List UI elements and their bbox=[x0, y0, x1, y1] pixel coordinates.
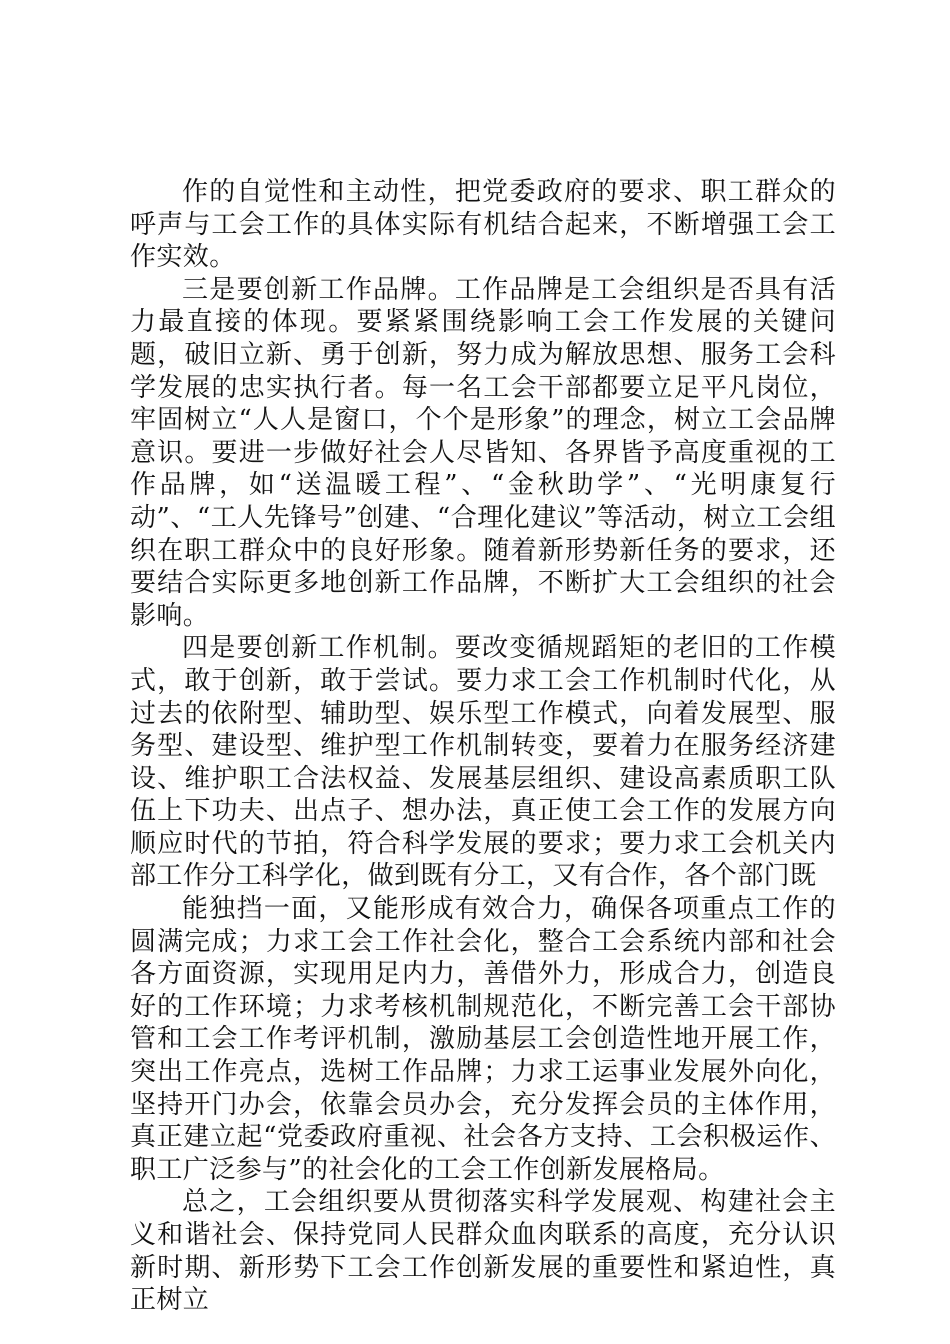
paragraph-3: 四是要创新工作机制。要改变循规蹈矩的老旧的工作模式，敢于创新，敢于尝试。要力求工会工作机制时代化，从过去的依附型、辅助型、娱乐型工作模式，向着发展型、服务型、建设型、维护型工作机制转变，要着力在服务经济建设、维护职工合法权益、发展基层组织、建设高素质职工队伍上下功夫、出点子、想办法，真正使工会工作的发展方向顺应时代的节拍，符合科学发展的要求；要力求工会机关内部工作分工科学化，做到既有分工，又有合作，各个部门既 bbox=[130, 633, 836, 892]
paragraph-2: 三是要创新工作品牌。工作品牌是工会组织是否具有活力最直接的体现。要紧紧围绕影响工会工作发展的关键问题，破旧立新、勇于创新，努力成为解放思想、服务工会科学发展的忠实执行者。每一名工会干部都要立足平凡岗位，牢固树立“人人是窗口，个个是形象”的理念，树立工会品牌意识。要进一步做好社会人尽皆知、各界皆予高度重视的工作品牌，如“送温暖工程”、“金秋助学”、“光明康复行动”、“工人先锋号”创建、“合理化建议”等活动，树立工会组织在职工群众中的良好形象。随着新形势新任务的要求，还要结合实际更多地创新工作品牌，不断扩大工会组织的社会影响。 bbox=[130, 274, 836, 631]
document-body bbox=[130, 176, 836, 1317]
paragraph-1: 作的自觉性和主动性，把党委政府的要求、职工群众的呼声与工会工作的具体实际有机结合起来，不断增强工会工作实效。 bbox=[130, 177, 836, 273]
paragraph-4: 能独挡一面，又能形成有效合力，确保各项重点工作的圆满完成；力求工会工作社会化，整合工会系统内部和社会各方面资源，实现用足内力，善借外力，形成合力，创造良好的工作环境；力求考核机制规范化，不断完善工会干部协管和工会工作考评机制，激励基层工会创造性地开展工作，突出工作亮点，选树工作品牌；力求工运事业发展外向化，坚持开门办会，依靠会员办会，充分发挥会员的主体作用，真正建立起“党委政府重视、社会各方支持、工会积极运作、职工广泛参与”的社会化的工会工作创新发展格局。 bbox=[130, 894, 836, 1185]
paragraph-5: 总之，工会组织要从贯彻落实科学发展观、构建社会主义和谐社会、保持党同人民群众血肉联系的高度，充分认识新时期、新形势下工会工作创新发展的重要性和紧迫性，真正树立 bbox=[130, 1187, 836, 1316]
